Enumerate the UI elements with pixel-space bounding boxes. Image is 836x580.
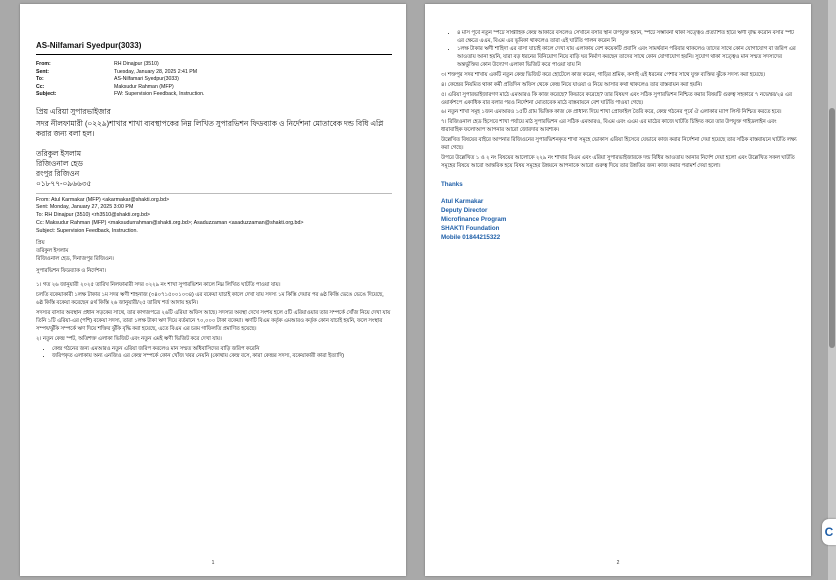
meta-row-to: To: AS-Nilfamari Syedpur(3033) — [36, 76, 179, 83]
paragraph: ৬। নতুন শাখা সমূহ ১জন এমআরও ১৫টি গ্রাম ভিত্তিক কাজ কে প্রাধান্য দিয়ে শাখা প্রোফাইল তৈরি করে, কেন্দ্র গঠনের পূর্বে ঐ এলাকার ম্যাপ লিস্ট নিশ্চিত করতে হবে। — [441, 109, 782, 116]
title-rule — [36, 54, 392, 55]
section-title: সুপারভিশন ফিডব্যাক ও নির্দেশনা। — [36, 268, 106, 275]
meta-row-from: From: RH Dinajpur (3510) — [36, 61, 159, 67]
forwarded-salutation: প্রিয় তরিকুল ইসলাম রিজিওনাল হেড, দিনাজপুর রিজিওন। — [36, 240, 114, 263]
thanks-text: Thanks — [441, 181, 463, 188]
bullet-list — [441, 30, 797, 70]
mailbox-title: AS-Nilfamari Syedpur(3033) — [36, 41, 142, 50]
intro-text: সদর নীলফামারী (০২২৯)শাখার শাখা ব্যবস্থাপকের নিম্ন লিখিত সুপারভিশন ফিডব্যাক ও নির্দেশনা মোতাবেক দন্ড বিধি এপ্লি করার জন্য বলা হল। — [36, 118, 384, 138]
email-header — [36, 61, 204, 99]
paragraph: ৪। কেন্দ্রের নিয়মিত থাকা কর্মী প্রতিদিন অফিস থেকে কেন্দ্র নিয়ে যাওয়া ও নিয়ে আসার কথা থাকলেও তার বাস্তবায়ন করা হয়নি। — [441, 81, 703, 88]
forward-divider — [36, 193, 392, 194]
signature-block: তরিকুল ইসলাম রিজিওনাল হেড রংপুর রিজিওন ০১৮৭৭-০৯৬৬৩৫ — [36, 148, 92, 188]
document-page-1 — [20, 4, 406, 576]
salutation: প্রিয় এরিয়া সুপারভাইজার — [36, 106, 111, 116]
meta-row-cc: Cc: Maksudur Rahman (MFP) — [36, 83, 174, 90]
page-number: 2 — [616, 560, 620, 566]
vertical-scrollbar[interactable] — [828, 0, 836, 580]
scrollbar-thumb[interactable] — [829, 108, 835, 348]
paragraph: ৫। এরিয়া সুপারভাইজারগণ মাঠে এমআরও কি কাজ করেছে? কিভাবে করেছে? তার বিষয়গ এবং সঠিক সুপারভিশন নিশ্চিত করার বিষয়টি গুরুত্ব সহকারে ৭ নভেম্বর/২৪ এর ওয়ার্কশপে একাধিক বার বলার পরও নির্দেশনা মোতাবেক মাঠে বাস্তবায়নে বেশ ঘাটতি পাওয়া গেছে। — [441, 91, 792, 106]
paragraph: উপরে উল্লেখিত ১ ও ২ নং বিষয়ের আলোকে ২২৯ নং শাখার বিএম এবং এরিয়া সুপারভাইজারকে দন্ড বিধির আওতায় আনার নির্দেশ দেয়া হলো এবং উল্লেখিত সকল ঘাটতি সমূহের বিষয়ে আরো আন্তরিক হয়ে বিষয় সমূহের উন্নয়নে আপনাকে আরো গুরুত্ব দিয়ে তার উন্নতির জন্য কাজ করার পরামর্শ দেয়া হলো। — [441, 155, 795, 170]
sender-signature: Atul Karmakar Deputy Director Microfinance Program SHAKTI Foundation Mobile 01844215322 — [441, 197, 507, 241]
forwarded-header: From: Atul Karmakar (MFP) <akarmakar@shakti.org.bd> Sent: Monday, January 27, 2025 3:00 PM To: RH Dinajpur (3510) <rh3510@shakti.org.bd> Cc: Maksudur Rahman (MFP) <maksudurrahman@shakti.org.bd>; Asaduzzaman <asaduzzaman@shakti.org.bd> Subject: Supervision Feedback, Instruction. — [36, 196, 304, 235]
paragraph: ৩। শক্তপুর সদর শাখায় একটি নতুন কেন্দ্র ভিজিট করে হোটেলে কাজ করেন, গাড়ির শ্রমিক, কসাই এই ধরনের পেশার সাথে যুক্ত ব্যক্তির ঝুঁকে সদস্য করা হয়েছে। — [441, 71, 766, 78]
paragraph: সদস্যর বাসার অবস্থান প্রধান সড়কের সাথে, তার কাগজপত্রে ২৬টি এরিয়া অফিস আছে। সদস্যর অবস্থা দেখে সংশয় হলে ৫টি এরিয়াওয়ার তার সম্পর্কে খোঁজ নিয়ে দেখা যায় তিনি ১টি এরিয়া-এর (পশি) বকেয়া সদস্য, তারা ১লক্ষ টাকা ঋণ দিয়ে বর্তমানে ৭০,০০০ টাকা বকেয়া। ঋণটি বিএম কর্তৃক এমআরও কর্তৃক কোন যাচাই হয়নি, ফলে সংস্থার সম্পদ/ঝুঁকি সম্পর্কে ঋণ দিয়ে শক্তির ঝুঁকি বৃদ্ধি করা হয়েছে, এতে বিএম এর চরম গাফিলতি প্রমাণিত হয়েছে। — [36, 309, 391, 332]
meta-row-sent: Sent: Tuesday, January 28, 2025 2:41 PM — [36, 68, 198, 75]
paragraph: ১। গত ২৬ জানুয়ারী ২০২৫ তারিখ নিলফামারী সদর ০২২৯ নং শাখা সুপারভিশন কালে নিম্ন লিখিত ঘাটতি পাওয়া যায়। — [36, 281, 281, 288]
bullet-list — [36, 346, 392, 362]
paragraph: ২। নতুন কেন্দ্র স্পট, অতিশক্ত এলাকা ভিজিট এবং নতুন এমই ঋণী ভিজিট করে দেখা যায়। — [36, 335, 222, 342]
meta-row-subject: Subject: FW: Supervision Feedback, Instruction. — [36, 91, 205, 98]
list-item: • ১লক্ষ টাকার ঋণী শাহিদা এর বাসা যাচাই কালে দেখা যায় এলাকায় বেশ কয়েকটি প্রবাসি এবং সামর্থবান পরিবার থাকলেও তাদের সাথে কোন যোগাযোগ বা জরিপ এর আওতায় আনা হয়নি, যারা বড় ধরনের বিনিয়োগ নিয়ে বাড়ি ঘর নির্মাণ করছেন তাদের সাথে কোন যোগাযোগ হয়নি। সুযোগ থাকা সত্ত্বেও মান সম্মত সদস্যদের অন্তর্ভুক্তির কোন উদ্যোগ এলাকা ভিজিট করে পাওয়া যায় নি — [457, 46, 797, 70]
list-item: • ৪ মাস পূর্বে নতুন স্পটে সাপ্তাহিক কেন্দ্র আকারে বসলেও সেখানে বসার স্থান উপযুক্ত হয়নি, স্পটে সম্ভাবনা থাকা সত্ত্বেও প্রত্যাশিত হারে ঋণী বৃদ্ধি করেনি বসার স্পট এর ক্ষেত্রে এএম, বিএম এর ভূমিকা থাকলেও তারা এই ঘাটতি পালন করেন নি — [457, 30, 797, 46]
copilot-icon[interactable]: C — [822, 519, 836, 545]
list-item: • জরিপকৃত এলাকায় অন্য এনজিও এর কেন্দ্র সম্পর্কে কোন খোঁজ খবর নেয়নি (কোথায় কেন্দ্র বসে, কারা কেন্দ্রর সদস্য, বকেয়াকারী কারা ইত্যাদি) — [52, 353, 392, 361]
paragraph: ৭। রিজিওনাল হেড হিসেবে শাখা পর্যায়ে মাঠ সুপারভিশন এর সঠিক এমআরও, বিএম এবং এএম এর মাঠের কাজে ঘাটতি চিহ্নিত করে তার উপযুক্ত গাইডলাইন এবং ধারাবাহিক ফলোআপ আপনার আরো জোরদার আবশ্যক। — [441, 119, 777, 134]
paragraph: চলতি বকেয়াকারী ১লক্ষ টাকার ১ম সদর ঋণী শাহনাজ (৩৪০৭১৫০০১০৩৪) এর বকেয়া যাচাই কালে দেখা যায় সদস্য ১ম কিস্তি দেয়ার পর ৬ষ্ঠ কিস্তি ভেঙে ভেঙে দিয়েছে, ৬ষ্ঠ কিস্তি বকেয়া করেছেন ৪র্থ কিস্তি ২৬ জানুয়ারী/২৫ তারিখ শর্ত আদায় হয়নি। — [36, 291, 384, 306]
page-number: 1 — [211, 560, 215, 566]
list-item: • কেন্দ্র গঠনের জন্য এমআরও নতুন এরিয়া জরিপ করলেও মান সম্মত অধিবাসিদের বাড়ি জরিপ করেনি — [52, 346, 392, 354]
document-page-2 — [425, 4, 811, 576]
paragraph: উল্লেখিত বিষয়ের বাইরে আপনার রিজিওনের সুপারভিশনকৃত শাখা সমূহে ভোকাস এরিয়া হিসেবে যেভাবে কাজ করার নির্দেশনা দেয়া হয়েছে তার সঠিক বাস্তবায়নে ঘাটতি লক্ষ্য করা গেছে। — [441, 137, 797, 152]
